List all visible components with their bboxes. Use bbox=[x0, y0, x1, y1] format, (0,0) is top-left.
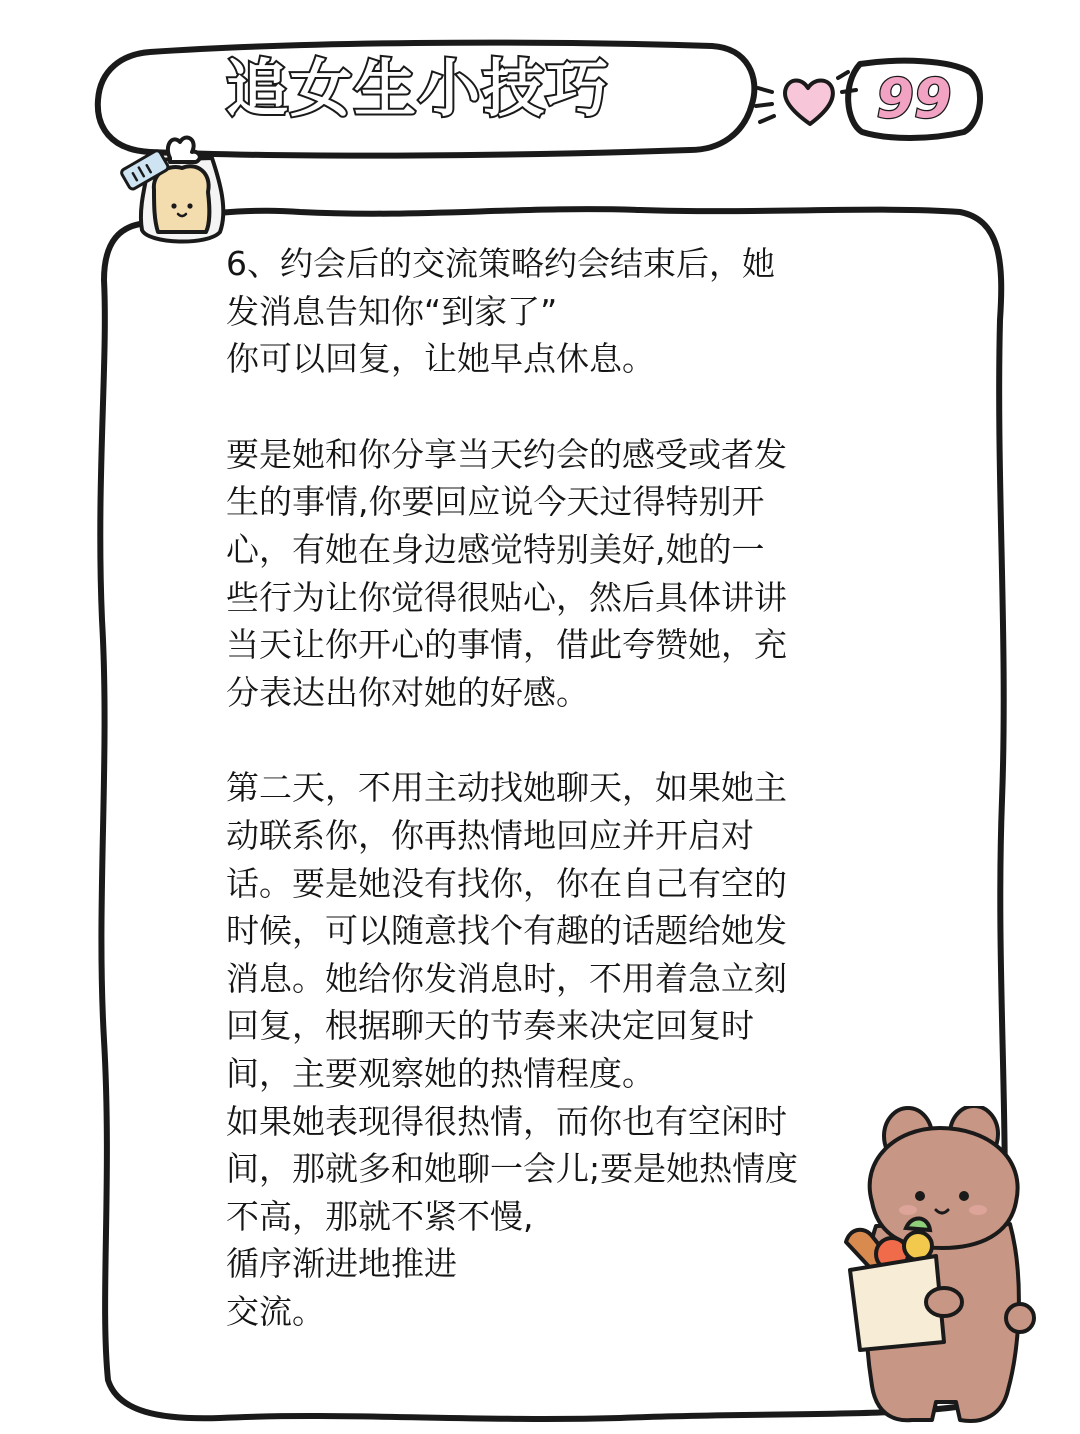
paragraph: 6、约会后的交流策略约会结束后，她 发消息告知你“到家了” 你可以回复，让她早点休息。 bbox=[226, 244, 775, 379]
page-title: 追女生小技巧 bbox=[226, 52, 611, 125]
paragraph: 要是她和你分享当天约会的感受或者发 生的事情,你要回应说今天过得特别开 心，有她在身边感觉特别美好,她的一 些行为让你觉得很贴心，然后具体讲讲 当天让你开心的事情，借此夸赞她，充 分表达出你对她的好感。 bbox=[226, 434, 787, 712]
heart-icon bbox=[752, 64, 862, 134]
paragraph: 第二天，不用主动找她聊天，如果她主 动联系你，你再热情地回应并开启对 话。要是她没有找你，你在自己有空的 时候，可以随意找个有趣的话题给她发 消息。她给你发消息时，不用着急立刻 回复，根据聊天的节奏来决定回复时 间，主要观察她的热情程度。 如果她表现得很热情，而你也有空闲时 间，那就多和她聊一会儿;要是她热情度 不高，那就不紧不慢, 循序渐进地推进 交流。 bbox=[226, 768, 799, 1331]
bear-with-grocery-bag-icon bbox=[832, 1106, 1042, 1426]
article-body bbox=[226, 240, 826, 1335]
toast-bag-icon bbox=[116, 112, 240, 248]
paragraph-spacer bbox=[226, 716, 826, 764]
paragraph-spacer bbox=[226, 383, 826, 431]
badge-number: 99 bbox=[876, 67, 952, 130]
